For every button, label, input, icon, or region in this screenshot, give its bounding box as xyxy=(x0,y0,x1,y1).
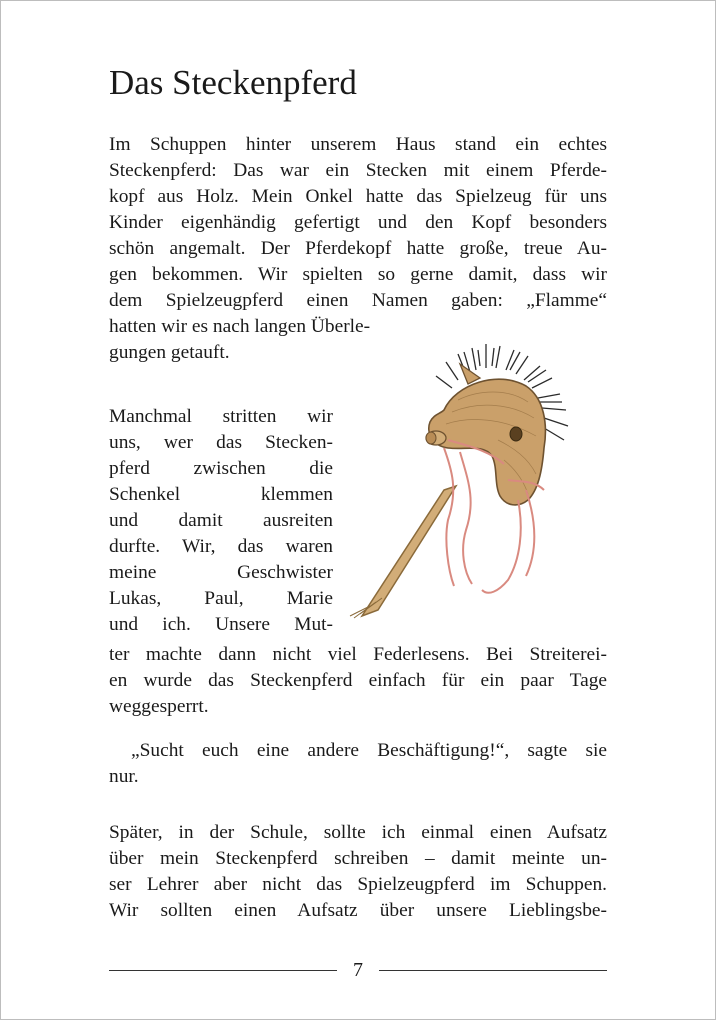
footer-rule-right xyxy=(379,970,607,971)
text-line: über mein Steckenpferd schreiben – damit meinte un- xyxy=(109,848,607,869)
text-line: pferd zwischen die xyxy=(109,458,333,479)
text-line: ter machte dann nicht viel Federlesens. Bei Streiterei- xyxy=(109,644,607,665)
hobby-horse-illustration-icon xyxy=(348,340,606,620)
text-line: Im Schuppen hinter unserem Haus stand ein echtes xyxy=(109,134,607,155)
text-line: Lukas, Paul, Marie xyxy=(109,588,333,609)
text-line: Manchmal stritten wir xyxy=(109,406,333,427)
text-line: meine Geschwister xyxy=(109,562,333,583)
text-line: Wir sollten einen Aufsatz über unsere Lieblingsbe- xyxy=(109,900,607,921)
text-line: en wurde das Steckenpferd einfach für ein paar Tage xyxy=(109,670,607,691)
page-number: 7 xyxy=(353,959,363,981)
text-line: dem Spielzeugpferd einen Namen gaben: „Flamme“ xyxy=(109,290,607,311)
text-line: und damit ausreiten xyxy=(109,510,333,531)
page-title: Das Steckenpferd xyxy=(109,63,357,102)
text-line: weggesperrt. xyxy=(109,696,209,717)
text-line: uns, wer das Stecken- xyxy=(109,432,333,453)
text-line: ser Lehrer aber nicht das Spielzeugpferd im Schuppen. xyxy=(109,874,607,895)
text-line: Steckenpferd: Das war ein Stecken mit einem Pferde- xyxy=(109,160,607,181)
text-line: und ich. Unsere Mut- xyxy=(109,614,333,635)
text-line: hatten wir es nach langen Überle- xyxy=(109,316,371,337)
text-line: kopf aus Holz. Mein Onkel hatte das Spielzeug für uns xyxy=(109,186,607,207)
text-line: schön angemalt. Der Pferdekopf hatte große, treue Au- xyxy=(109,238,607,259)
text-line: gungen getauft. xyxy=(109,342,230,363)
text-line: nur. xyxy=(109,766,139,787)
text-line: Kinder eigenhändig gefertigt und den Kopf besonders xyxy=(109,212,607,233)
text-line: „Sucht euch eine andere Beschäftigung!“, sagte sie xyxy=(131,740,607,761)
text-line: Später, in der Schule, sollte ich einmal einen Aufsatz xyxy=(109,822,607,843)
text-line: Schenkel klemmen xyxy=(109,484,333,505)
text-line: gen bekommen. Wir spielten so gerne damit, dass wir xyxy=(109,264,607,285)
text-line: durfte. Wir, das waren xyxy=(109,536,333,557)
footer-rule-left xyxy=(109,970,337,971)
